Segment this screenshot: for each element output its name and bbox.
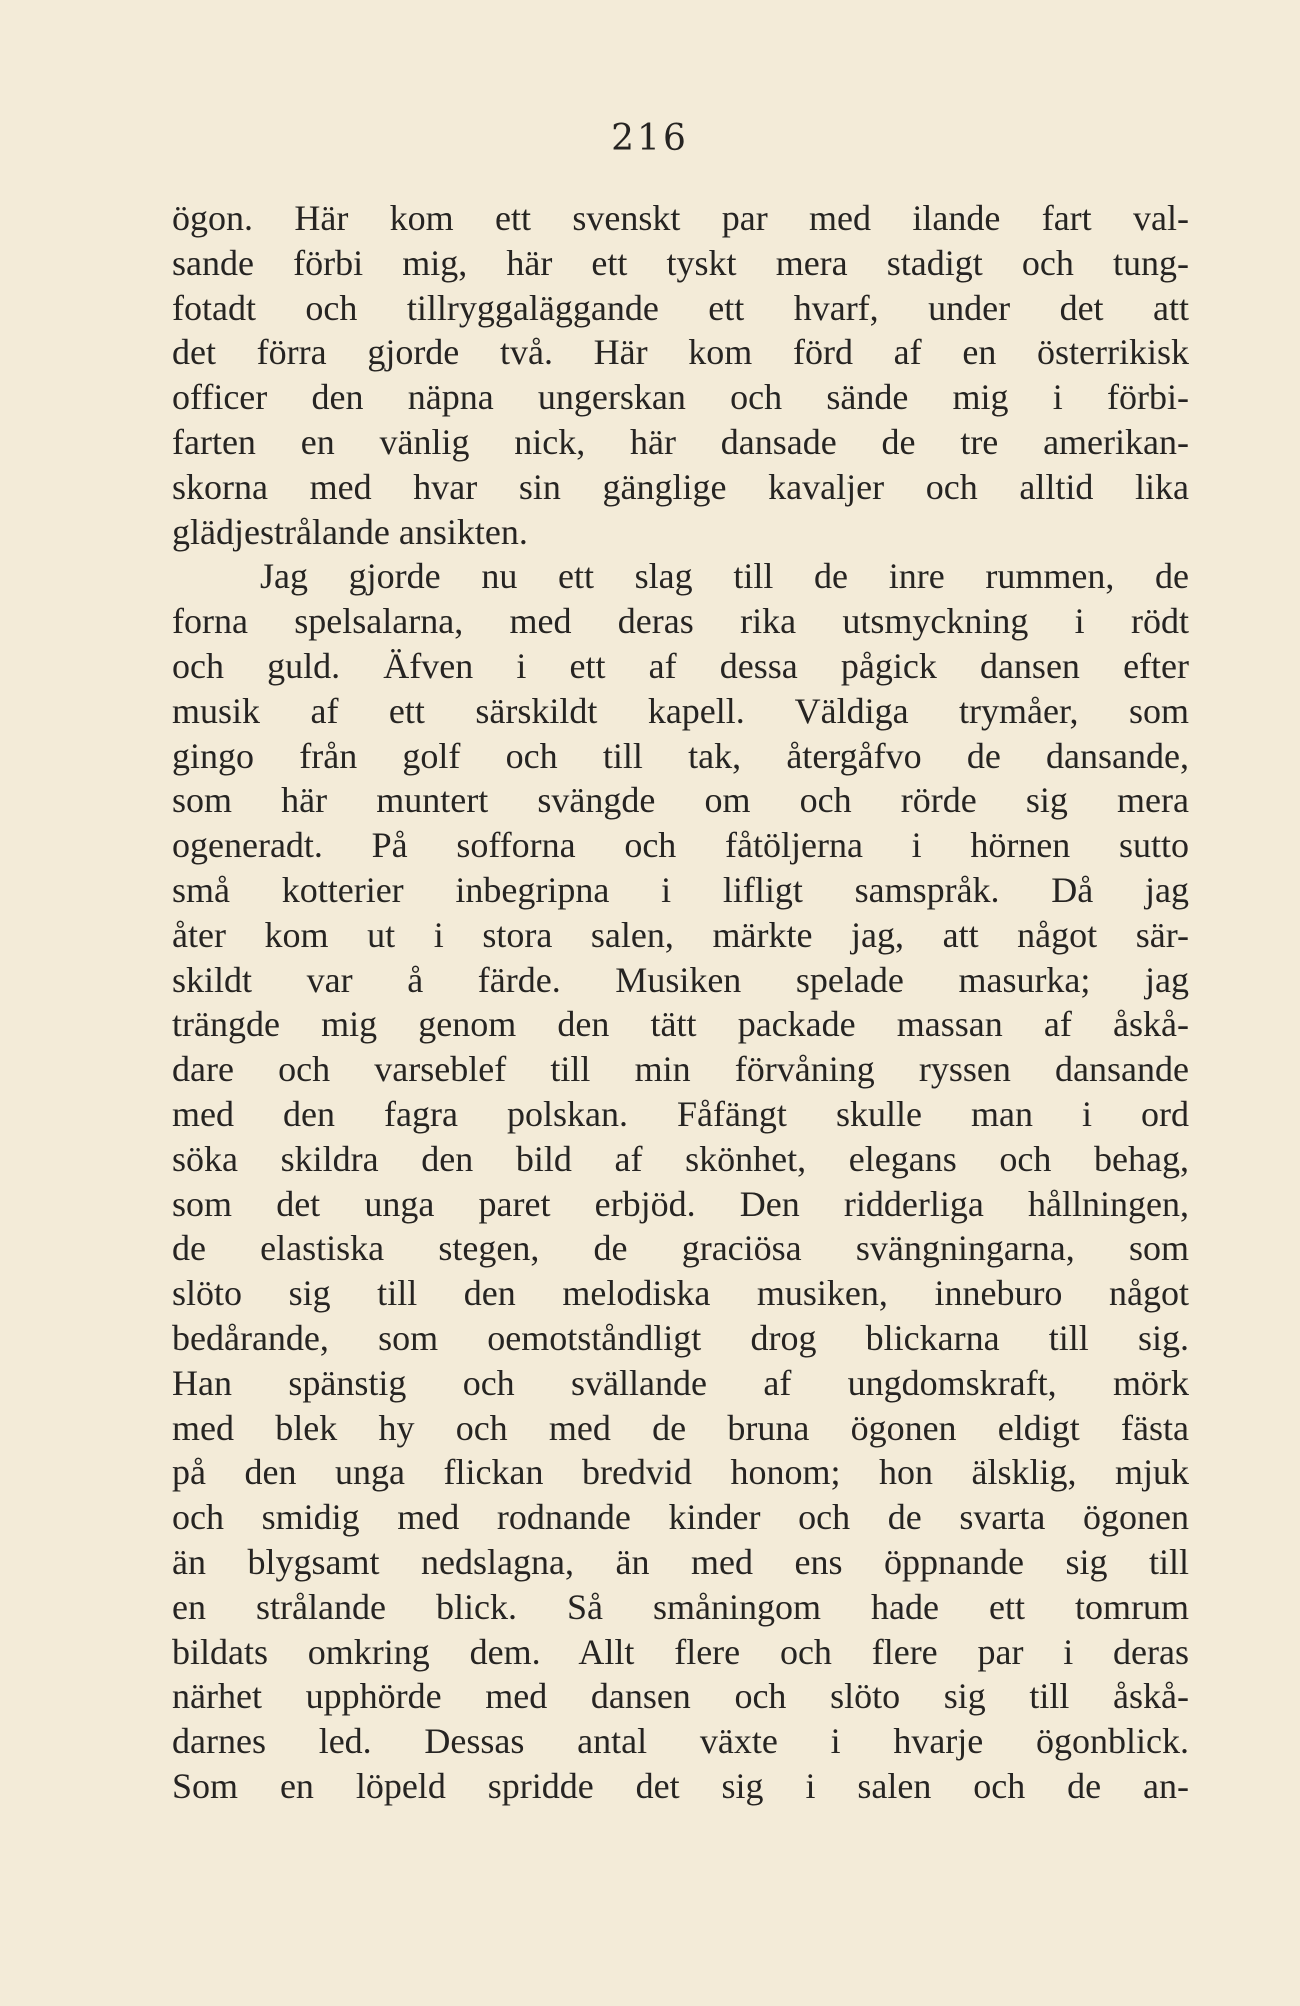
- text-line: forna spelsalarna, med deras rika utsmyckning i rödt: [172, 601, 1189, 642]
- text-line: söka skildra den bild af skönhet, elegans och behag,: [172, 1138, 1189, 1179]
- text-line: och guld. Äfven i ett af dessa pågick dansen efter: [172, 645, 1189, 686]
- text-line: musik af ett särskildt kapell. Väldiga trymåer, som: [172, 690, 1189, 731]
- text-line: officer den näpna ungerskan och sände mig i förbi-: [172, 377, 1189, 418]
- text-line: Som en löpeld spridde det sig i salen och de an-: [172, 1765, 1189, 1806]
- page-number: 216: [611, 118, 689, 159]
- text-line: än blygsamt nedslagna, än med ens öppnande sig till: [172, 1541, 1189, 1582]
- paragraph-start-line: Jag gjorde nu ett slag till de inre rummen, de: [260, 556, 1189, 597]
- body-text: [172, 196, 1189, 1809]
- text-line: darnes led. Dessas antal växte i hvarje ögonblick.: [172, 1721, 1189, 1762]
- text-line: en strålande blick. Så småningom hade ett tomrum: [172, 1586, 1189, 1627]
- text-line: och smidig med rodnande kinder och de svarta ögonen: [172, 1497, 1189, 1538]
- text-line: slöto sig till den melodiska musiken, inneburo något: [172, 1273, 1189, 1314]
- text-line: de elastiska stegen, de graciösa svängningarna, som: [172, 1228, 1189, 1269]
- text-line: med blek hy och med de bruna ögonen eldigt fästa: [172, 1407, 1189, 1448]
- text-line: skorna med hvar sin gänglige kavaljer och alltid lika: [172, 466, 1189, 507]
- text-line: som det unga paret erbjöd. Den ridderliga hållningen,: [172, 1183, 1189, 1224]
- text-line: bildats omkring dem. Allt flere och flere par i deras: [172, 1631, 1189, 1672]
- text-line: som här muntert svängde om och rörde sig mera: [172, 780, 1189, 821]
- text-line: bedårande, som oemotståndligt drog blickarna till sig.: [172, 1317, 1189, 1358]
- text-line: det förra gjorde två. Här kom förd af en österrikisk: [172, 332, 1189, 373]
- text-line: farten en vänlig nick, här dansade de tre amerikan-: [172, 421, 1189, 462]
- text-line: sande förbi mig, här ett tyskt mera stadigt och tung-: [172, 242, 1189, 283]
- text-line: trängde mig genom den tätt packade massan af åskå-: [172, 1004, 1189, 1045]
- text-line: ogeneradt. På sofforna och fåtöljerna i hörnen sutto: [172, 825, 1189, 866]
- text-line: dare och varseblef till min förvåning ryssen dansande: [172, 1049, 1189, 1090]
- text-line: gingo från golf och till tak, återgåfvo de dansande,: [172, 735, 1189, 776]
- text-line: små kotterier inbegripna i lifligt samspråk. Då jag: [172, 869, 1189, 910]
- paragraph-end-line: glädjestrålande ansikten.: [172, 511, 528, 552]
- text-line: skildt var å färde. Musiken spelade masurka; jag: [172, 959, 1189, 1000]
- text-line: ögon. Här kom ett svenskt par med ilande fart val-: [172, 198, 1189, 238]
- text-line: närhet upphörde med dansen och slöto sig till åskå-: [172, 1676, 1189, 1717]
- text-line: Han spänstig och svällande af ungdomskraft, mörk: [172, 1362, 1189, 1403]
- text-line: fotadt och tillryggaläggande ett hvarf, under det att: [172, 287, 1189, 328]
- text-line: med den fagra polskan. Fåfängt skulle man i ord: [172, 1093, 1189, 1134]
- text-line: på den unga flickan bredvid honom; hon älsklig, mjuk: [172, 1452, 1189, 1493]
- text-line: åter kom ut i stora salen, märkte jag, att något sär-: [172, 914, 1189, 955]
